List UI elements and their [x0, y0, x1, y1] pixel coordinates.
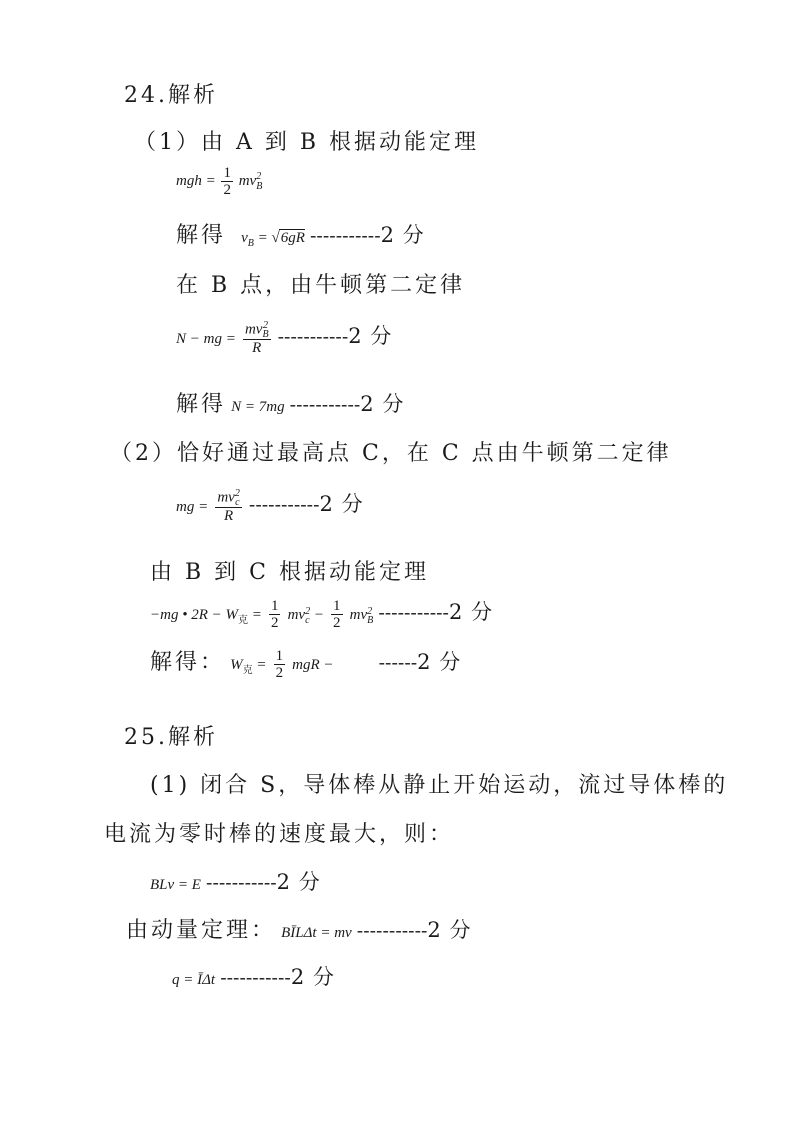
dash-leader: ----------- [220, 967, 291, 989]
score: 2 分 [348, 324, 393, 348]
dash-leader: ----------- [378, 602, 449, 624]
q24-part1-intro: （1）由 A 到 B 根据动能定理 [134, 130, 480, 155]
solve-label: 解得 [176, 223, 227, 248]
dash-leader: ----------- [206, 872, 277, 894]
q24-solve-n [176, 387, 404, 418]
eq-expr: BLv = E [150, 877, 201, 893]
q24-equation-energy-bc [150, 596, 493, 631]
score: 2 分 [360, 392, 405, 416]
score: 2 分 [319, 492, 364, 516]
dash-leader: ----------- [277, 326, 349, 348]
q25-equation-charge [172, 961, 335, 991]
q25-title: 25.解析 [124, 725, 218, 750]
solve-expr: $v_B = √6gR$ [241, 230, 305, 249]
eq-expr: q = ĪΔt [172, 972, 216, 988]
fraction-half: $\frac{1}{2}$ [270, 598, 279, 631]
eq-term-b: mv 2 B [349, 605, 374, 626]
solve-expr: N = 7mg [231, 399, 285, 415]
q24-equation-newton-b [176, 320, 392, 356]
dash-leader: ----------- [356, 920, 428, 942]
q24-solve-w [150, 645, 461, 681]
eq-left: mgh = [176, 172, 216, 189]
q25-equation-emf [150, 866, 321, 896]
eq-left: mg = [176, 499, 209, 515]
solve-expr-right: mgR − [292, 657, 334, 673]
fraction-half: $\frac{1}{2}$ [333, 598, 341, 631]
q24-equation-newton-c [176, 488, 364, 524]
q24-at-b-intro: 在 B 点，由牛顿第二定律 [176, 273, 466, 298]
q24-equation-energy-ab: mgh = $\frac{1}{2}$ mv 2 B [176, 165, 263, 198]
q24-b-to-c-intro: 由 B 到 C 根据动能定理 [150, 560, 429, 585]
score: 2 分 [380, 223, 425, 247]
fraction-mvc2-over-r: mv 2 c R [217, 488, 240, 524]
solve-label: 解得： [150, 650, 226, 675]
dash-leader: ----------- [289, 394, 361, 416]
solve-expr-left: $W_克$ = [230, 657, 267, 676]
eq-left: −mg • $2R - W_克$ = [150, 607, 262, 626]
q25-equation-momentum [126, 913, 471, 944]
q25-part1-line2: 电流为零时棒的速度最大，则： [104, 822, 455, 847]
dash-leader: ----------- [248, 494, 320, 516]
eq-left: N − mg = [176, 331, 236, 347]
q25-part1-line1: (1) 闭合 S，导体棒从静止开始运动，流过导体棒的 [150, 773, 729, 798]
fraction-half: $\frac{1}{2}$ [275, 648, 284, 681]
eq-expr: BĪLΔt = mv [281, 925, 352, 941]
q24-solve-vb [176, 218, 425, 249]
score: 2 分 [448, 600, 493, 624]
score: 2 分 [290, 965, 335, 989]
score: 2 分 [427, 918, 472, 942]
solve-label: 解得 [176, 392, 227, 417]
eq-right: mv [238, 172, 257, 189]
fraction-mv2-over-r: mv 2 B R [244, 320, 269, 356]
eq-term-c: mv 2 c − [287, 605, 324, 626]
q24-part2-intro: （2）恰好通过最高点 C，在 C 点由牛顿第二定律 [110, 441, 672, 466]
momentum-label: 由动量定理： [126, 918, 277, 943]
dash-leader: ----------- [310, 225, 381, 247]
dash-leader: ------ [378, 652, 418, 674]
q24-title: 24.解析 [124, 83, 218, 108]
score: 2 分 [276, 870, 321, 894]
score: 2 分 [417, 650, 462, 674]
fraction-half: $\frac{1}{2}$ [223, 165, 231, 198]
